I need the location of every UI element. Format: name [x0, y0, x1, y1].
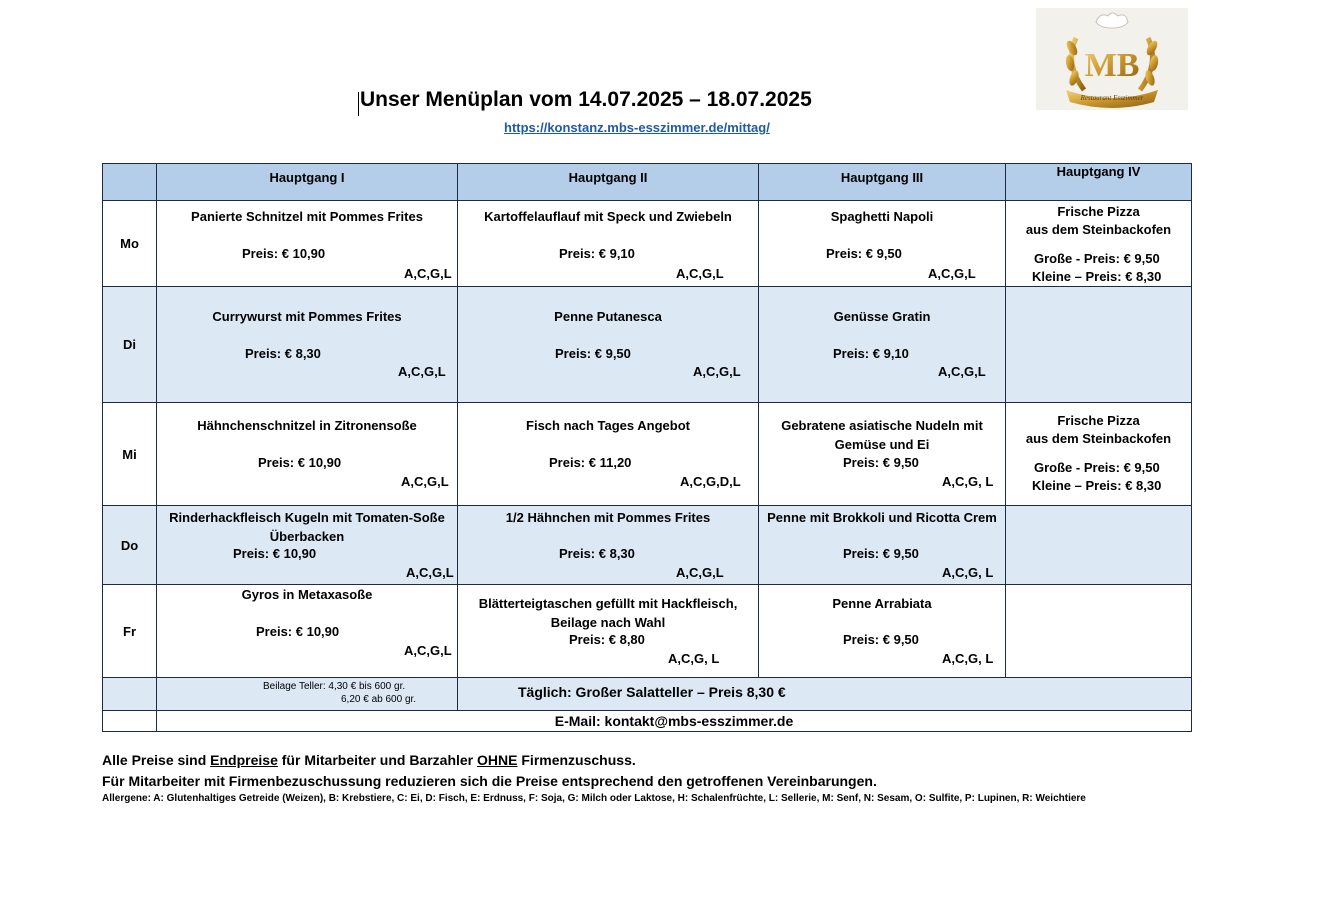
price-note-part: Firmenzuschuss.	[517, 752, 636, 768]
dish-name: Hähnchenschnitzel in Zitronensoße	[197, 418, 417, 433]
header-row	[103, 164, 1192, 201]
dish-price: Große - Preis: € 9,50	[1034, 460, 1160, 475]
menu-cell	[157, 506, 458, 585]
dish-name-line2: aus dem Steinbackofen	[1025, 222, 1172, 237]
price-note-underlined: OHNE	[477, 752, 518, 768]
dish-price: Große - Preis: € 9,50	[1034, 251, 1160, 266]
dish-allergens: A,C,G, L	[942, 474, 994, 489]
side-plate-cell	[157, 678, 458, 711]
dish-price: Preis: € 9,50	[555, 346, 631, 361]
dish-name: Penne mit Brokkoli und Ricotta Crem	[767, 510, 997, 525]
dish-name: Penne Putanesca	[554, 309, 662, 324]
dish-name: Rinderhackfleisch Kugeln mit Tomaten-Soße	[169, 510, 445, 525]
menu-link[interactable]: https://konstanz.mbs-esszimmer.de/mittag/	[504, 120, 770, 135]
dish-price: Preis: € 9,50	[843, 455, 919, 470]
dish-price: Preis: € 10,90	[256, 624, 340, 639]
price-note-part: für Mitarbeiter und Barzahler	[277, 752, 478, 768]
side-plate-price-2: 6,20 € ab 600 gr.	[341, 694, 417, 705]
dish-price-small: Kleine – Preis: € 8,30	[1032, 269, 1162, 284]
column-header: Hauptgang III	[759, 164, 1006, 201]
text-cursor	[358, 92, 359, 116]
dish-allergens: A,C,G,L	[693, 364, 741, 379]
dish-name: Blätterteigtaschen gefüllt mit Hackfleisch,	[478, 596, 738, 611]
column-header: Hauptgang II	[458, 164, 759, 201]
dish-allergens: A,C,G, L	[942, 651, 994, 666]
dish-allergens: A,C,G,L	[406, 565, 454, 580]
dish-name: Panierte Schnitzel mit Pommes Frites	[191, 209, 423, 224]
day-row-do	[103, 506, 1192, 585]
menu-cell	[1006, 201, 1192, 287]
menu-cell	[759, 201, 1006, 287]
dish-price: Preis: € 9,50	[843, 632, 919, 647]
dish-allergens: A,C,G, L	[668, 651, 720, 666]
dish-name-line2: Überbacken	[269, 529, 345, 544]
price-note	[102, 752, 636, 768]
price-note-part: Alle Preise sind	[102, 752, 211, 768]
dish-allergens: A,C,G,L	[676, 266, 724, 281]
dish-price: Preis: € 8,30	[245, 346, 321, 361]
day-row-di	[103, 287, 1192, 403]
dish-price: Preis: € 9,10	[833, 346, 909, 361]
column-header: Hauptgang I	[157, 164, 458, 201]
dish-allergens: A,C,G,L	[928, 266, 976, 281]
dish-price: Preis: € 9,50	[843, 546, 919, 561]
dish-name: Spaghetti Napoli	[830, 209, 934, 224]
side-plate-price-1: Beilage Teller: 4,30 € bis 600 gr.	[263, 681, 406, 692]
dish-allergens: A,C,G,L	[401, 474, 449, 489]
day-row-mi	[103, 403, 1192, 506]
email-row	[103, 711, 1192, 732]
laurel-crest-icon	[1036, 8, 1188, 110]
dish-name: Fisch nach Tages Angebot	[526, 418, 690, 433]
dish-allergens: A,C,G,L	[676, 565, 724, 580]
dish-price-small: Kleine – Preis: € 8,30	[1032, 478, 1162, 493]
dish-name: 1/2 Hähnchen mit Pommes Frites	[505, 510, 711, 525]
menu-cell	[458, 506, 759, 585]
email-corner	[103, 711, 157, 732]
menu-cell	[157, 403, 458, 506]
dish-name: Gyros in Metaxasoße	[241, 587, 373, 602]
day-label: Di	[103, 287, 157, 403]
dish-name-line2: aus dem Steinbackofen	[1025, 431, 1172, 446]
dish-price: Preis: € 10,90	[242, 246, 326, 261]
menu-cell	[458, 585, 759, 678]
dish-name: Frische Pizza	[1057, 204, 1140, 219]
extras-row	[103, 678, 1192, 711]
dish-name: Kartoffelauflauf mit Speck und Zwiebeln	[484, 209, 732, 224]
dish-allergens: A,C,G,D,L	[680, 474, 741, 489]
menu-cell	[458, 403, 759, 506]
dish-name-line2: Beilage nach Wahl	[550, 615, 666, 630]
salad-offer: Täglich: Großer Salatteller – Preis 8,30 €	[518, 684, 786, 700]
menu-cell	[759, 585, 1006, 678]
dish-price: Preis: € 8,80	[569, 632, 645, 647]
email-address: E-Mail: kontakt@mbs-esszimmer.de	[157, 711, 1192, 732]
day-row-mo	[103, 201, 1192, 287]
menu-cell	[157, 201, 458, 287]
dish-price: Preis: € 10,90	[233, 546, 317, 561]
dish-name: Gebratene asiatische Nudeln mit	[781, 418, 983, 433]
restaurant-logo	[1036, 8, 1188, 110]
menu-cell-empty	[1006, 287, 1192, 403]
svg-text:Restaurant Esszimmer: Restaurant Esszimmer	[1080, 94, 1144, 102]
menu-cell	[458, 287, 759, 403]
dish-price: Preis: € 11,20	[549, 455, 632, 470]
dish-allergens: A,C,G, L	[942, 565, 994, 580]
dish-price: Preis: € 9,50	[826, 246, 902, 261]
day-label: Fr	[103, 585, 157, 678]
page-title: Unser Menüplan vom 14.07.2025 – 18.07.2025	[360, 88, 812, 111]
allergen-legend: Allergene: A: Glutenhaltiges Getreide (Weizen), B: Krebstiere, C: Ei, D: Fisch, E: Erdnuss, F: Soja, G: Milch oder Laktose, H: Schalenfrüchte, L: Sellerie, M: Senf, N: Sesam, O: Sulfite, P: Lupinen, R: Weichtiere	[102, 793, 1086, 804]
dish-allergens: A,C,G,L	[938, 364, 986, 379]
dish-price: Preis: € 8,30	[559, 546, 635, 561]
menu-cell	[759, 287, 1006, 403]
menu-cell	[157, 585, 458, 678]
day-row-fr	[103, 585, 1192, 678]
dish-price: Preis: € 10,90	[258, 455, 342, 470]
dish-allergens: A,C,G,L	[404, 643, 452, 658]
day-label: Mi	[103, 403, 157, 506]
dish-name: Frische Pizza	[1057, 413, 1140, 428]
price-note-underlined: Endpreise	[210, 752, 278, 768]
menu-cell	[759, 506, 1006, 585]
dish-name: Currywurst mit Pommes Frites	[212, 309, 402, 324]
column-header: Hauptgang IV	[1006, 164, 1192, 201]
menu-cell	[759, 403, 1006, 506]
dish-allergens: A,C,G,L	[398, 364, 446, 379]
menu-cell-empty	[1006, 506, 1192, 585]
menu-table	[102, 163, 1192, 732]
menu-cell	[458, 201, 759, 287]
salad-cell	[458, 678, 1192, 711]
dish-name: Penne Arrabiata	[832, 596, 932, 611]
day-label: Do	[103, 506, 157, 585]
corner-cell	[103, 164, 157, 201]
dish-allergens: A,C,G,L	[404, 266, 452, 281]
dish-price: Preis: € 9,10	[559, 246, 635, 261]
menu-cell-empty	[1006, 585, 1192, 678]
dish-name: Genüsse Gratin	[833, 309, 931, 324]
extras-corner	[103, 678, 157, 711]
day-label: Mo	[103, 201, 157, 287]
svg-text:MB: MB	[1084, 47, 1140, 84]
menu-cell	[1006, 403, 1192, 506]
dish-name-line2: Gemüse und Ei	[834, 437, 930, 452]
subsidy-note: Für Mitarbeiter mit Firmenbezuschussung reduzieren sich die Preise entsprechend den getroffenen Vereinbarungen.	[102, 773, 877, 789]
menu-cell	[157, 287, 458, 403]
